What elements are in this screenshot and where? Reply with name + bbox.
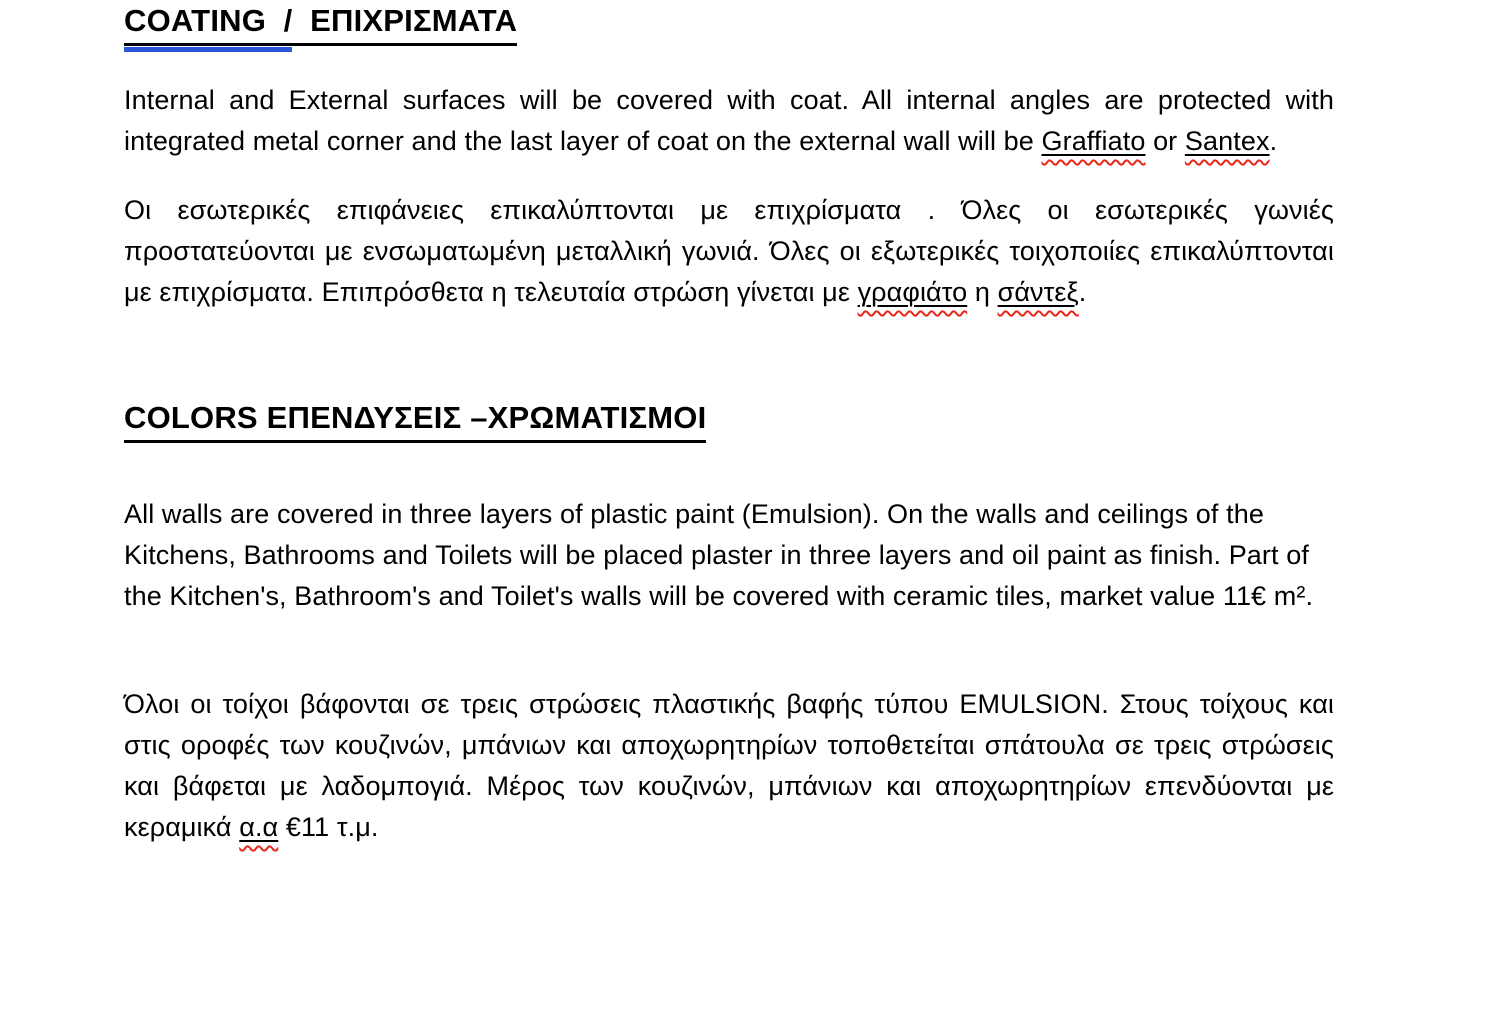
misspelled-word-santex-greek: σάντεξ bbox=[997, 277, 1079, 307]
paragraph-colors-greek bbox=[124, 684, 1334, 848]
paragraph-coating-english bbox=[124, 80, 1334, 162]
misspelled-word-aa: α.α bbox=[239, 812, 279, 842]
heading-coating-part2-text: ΕΠΙΧΡΙΣΜΑΤΑ bbox=[292, 3, 518, 38]
paragraph-coating-greek bbox=[124, 190, 1334, 313]
paragraph-colors-english bbox=[124, 494, 1334, 617]
coating-el-seg3: . bbox=[1078, 277, 1087, 307]
heading-colors-text: COLORS ΕΠΕΝΔΥΣΕΙΣ –ΧΡΩΜΑΤΙΣΜΟΙ bbox=[124, 400, 707, 435]
coating-en-seg2: or bbox=[1145, 126, 1185, 156]
misspelled-word-grafiato: γραφιάτο bbox=[857, 277, 968, 307]
heading-coating-underlined bbox=[124, 0, 517, 46]
heading-coating bbox=[124, 0, 1334, 46]
misspelled-word-santex: Santex bbox=[1184, 126, 1270, 156]
misspelled-word-graffiato: Graffiato bbox=[1041, 126, 1146, 156]
grammar-mark-underline bbox=[124, 47, 292, 52]
heading-coating-part1-text: COATING / bbox=[124, 3, 293, 38]
colors-el-seg1: Όλοι οι τοίχοι βάφονται σε τρεις στρώσεις πλαστικής βαφής τύπου EMULSION. Στους τοίχους και στις οροφές των κουζινών, μπάνιων και αποχωρητηρίων τοποθετείται σπάτουλα σε τρεις στρώσεις και βάφεται με λαδομπογιά. Μέρος των κουζινών, μπάνιων και αποχωρητηρίων επενδύονται με κεραμικά bbox=[124, 689, 1334, 842]
colors-el-seg2: €11 τ.μ. bbox=[278, 812, 379, 842]
heading-colors bbox=[124, 397, 1334, 443]
coating-en-seg1: Internal and External surfaces will be covered with coat. All internal angles are protected with integrated metal corner and the last layer of coat on the external wall will be bbox=[124, 85, 1334, 156]
coating-el-seg1: Οι εσωτερικές επιφάνειες επικαλύπτονται με επιχρίσματα . Όλες οι εσωτερικές γωνιές προστατεύονται με ενσωματωμένη μεταλλική γωνιά. Όλες οι εξωτερικές τοιχοποιίες επικαλύπτονται με επιχρίσματα. Επιπρόσθετα η τελευταία στρώση γίνεται με bbox=[124, 195, 1334, 307]
heading-colors-underlined bbox=[124, 397, 706, 443]
colors-en-text: All walls are covered in three layers of plastic paint (Emulsion). On the walls and ceilings of the Kitchens, Bathrooms and Toilets will be placed plaster in three layers and oil paint as finish. Part of the Kitchen's, Bathroom's and Toilet's walls will be covered with ceramic tiles, market value 11€ m². bbox=[124, 499, 1314, 611]
coating-el-seg2: η bbox=[967, 277, 998, 307]
coating-en-seg3: . bbox=[1269, 126, 1278, 156]
heading-coating-part1 bbox=[124, 0, 292, 41]
